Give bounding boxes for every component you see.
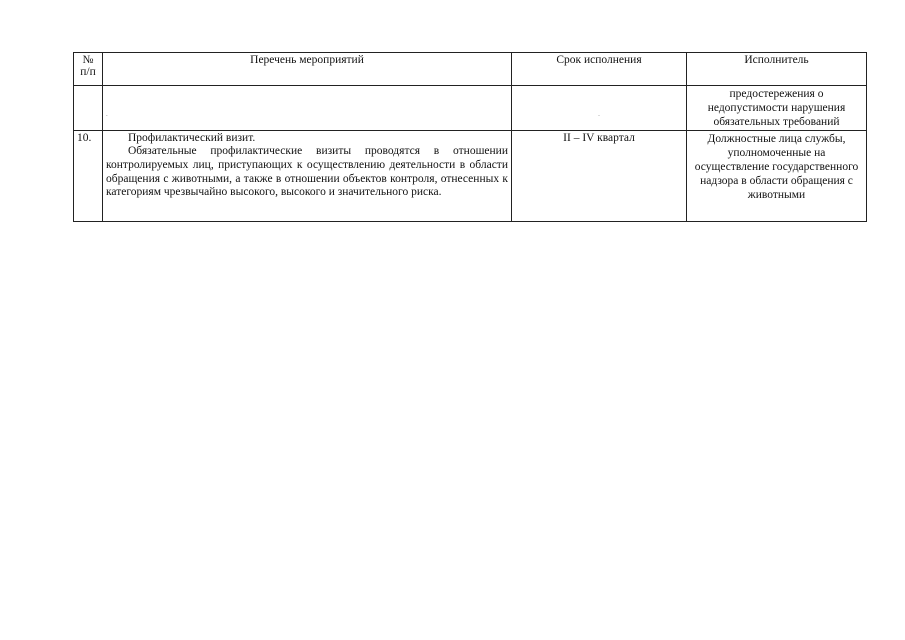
row-10-executor: Должностные лица службы, уполномоченные на осуществление государственного надзора в области обращения с животными xyxy=(687,131,867,222)
row-10-measure-cell xyxy=(103,131,512,222)
header-executor: Исполнитель xyxy=(687,53,867,86)
continued-list-cell xyxy=(103,86,512,131)
continued-term-cell xyxy=(512,86,687,131)
header-measures-list: Перечень мероприятий xyxy=(103,53,512,86)
measures-table xyxy=(73,52,867,222)
continued-executor-cell: предостережения о недопустимости нарушения обязательных требований xyxy=(687,86,867,131)
header-num: № п/п xyxy=(74,53,103,86)
row-10-term: II – IV квартал xyxy=(512,131,687,222)
scan-speck: . xyxy=(598,110,600,118)
table-row-10 xyxy=(74,131,867,222)
header-term: Срок исполнения xyxy=(512,53,687,86)
scan-speck: . xyxy=(106,110,108,118)
row-10-num: 10. xyxy=(74,131,103,222)
table-header-row xyxy=(74,53,867,86)
table-row-continued xyxy=(74,86,867,131)
continued-num-cell xyxy=(74,86,103,131)
row-10-description: Обязательные профилактические визиты проводятся в отношении контролируемых лиц, приступающих к осуществлению деятельности в области обращения с животными, а также в отношении объектов контроля, отнесенных к категориям чрезвычайно высокого, высокого и значительного риска. xyxy=(106,145,508,199)
row-10-title: Профилактический визит. xyxy=(128,132,256,144)
